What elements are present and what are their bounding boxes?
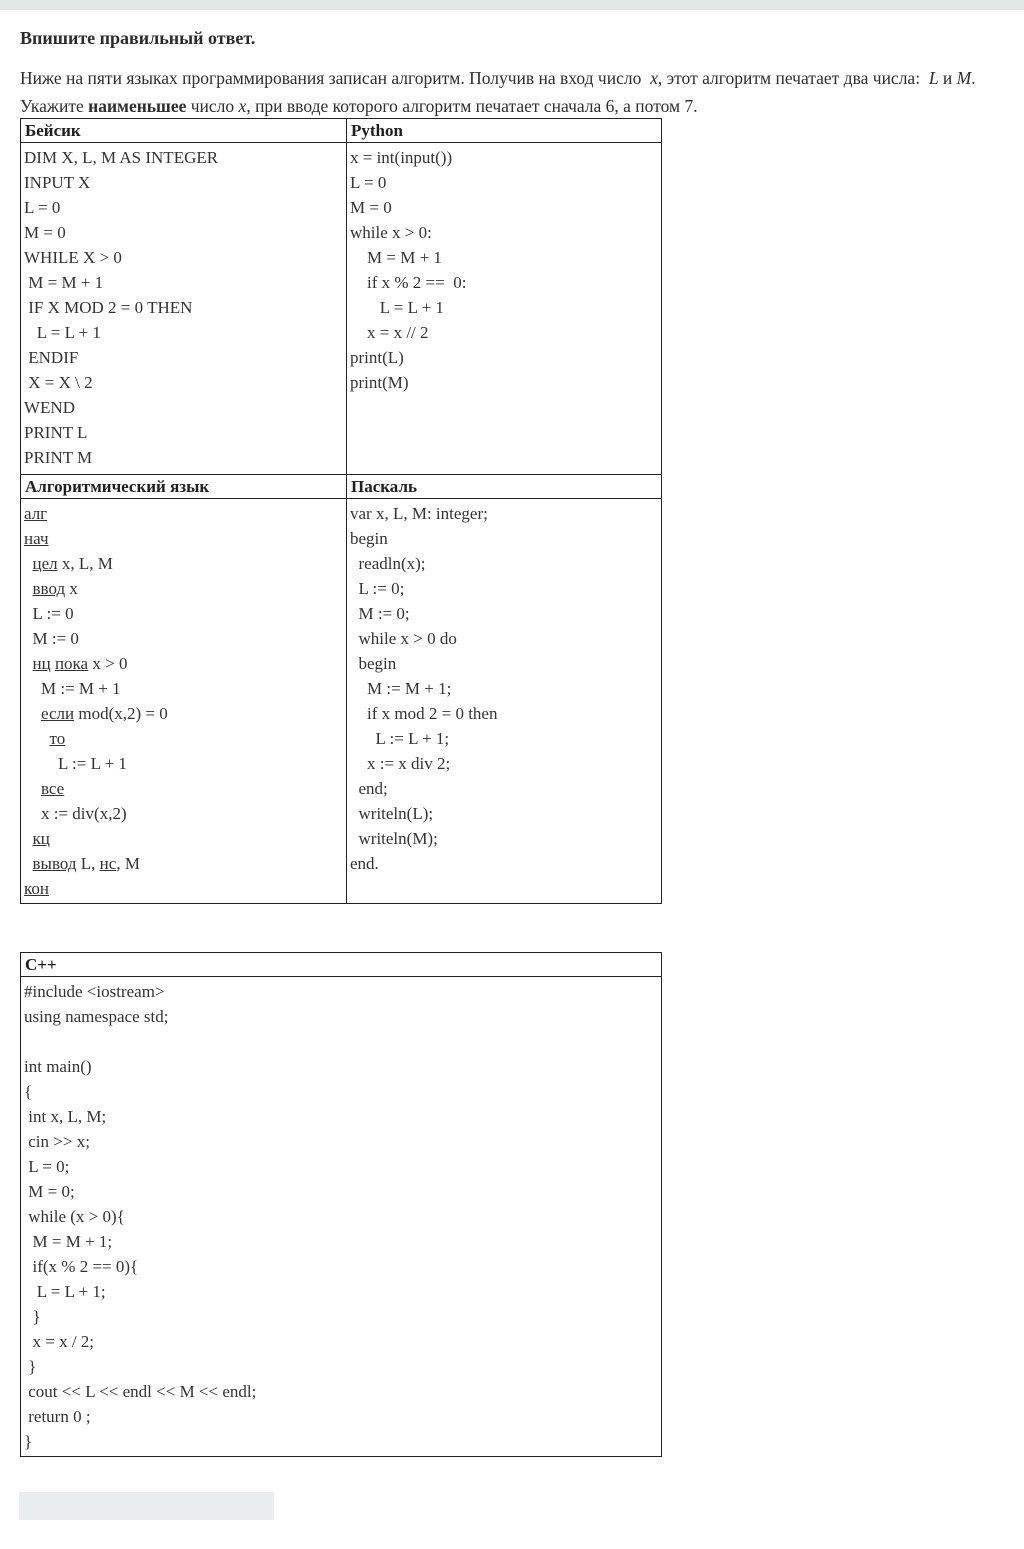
- code-segment: L,: [76, 854, 100, 873]
- code-line: IF X MOD 2 = 0 THEN: [24, 298, 193, 317]
- code-line: [24, 876, 343, 901]
- code-segment: [24, 779, 41, 798]
- code-line: while x > 0:: [350, 223, 432, 242]
- code-line: writeln(L);: [350, 804, 434, 823]
- code-table-cpp: [20, 952, 662, 1457]
- code-line: [24, 826, 343, 851]
- text-segment: наименьшее: [88, 96, 187, 116]
- pascal-code: [347, 499, 662, 904]
- code-segment: [24, 654, 33, 673]
- code-line: begin: [350, 654, 397, 673]
- code-segment: M := M + 1: [24, 679, 121, 698]
- text-segment: , этот алгоритм печатает два числа:: [657, 68, 929, 88]
- code-line: end;: [350, 779, 388, 798]
- code-line: {: [24, 1082, 33, 1101]
- keyword-segment: вывод: [32, 854, 77, 873]
- basic-header-label: Бейсик: [25, 120, 81, 140]
- code-line: M = 0;: [24, 1182, 75, 1201]
- code-line: begin: [350, 529, 388, 548]
- code-line: L = L + 1: [24, 323, 101, 342]
- code-line: [24, 601, 343, 626]
- code-segment: [24, 829, 33, 848]
- code-line: if x mod 2 = 0 then: [350, 704, 498, 723]
- code-line: cout << L << endl << M << endl;: [24, 1382, 257, 1401]
- basic-code: [21, 143, 347, 475]
- code-segment: L := 0: [24, 604, 74, 623]
- code-line: M = M + 1;: [24, 1232, 113, 1251]
- algo-header-label: Алгоритмический язык: [25, 476, 210, 496]
- code-line: ENDIF: [24, 348, 79, 367]
- keyword-segment: алг: [24, 504, 48, 523]
- code-segment: [24, 554, 33, 573]
- code-line: writeln(M);: [350, 829, 438, 848]
- code-line: x = int(input()): [350, 148, 453, 167]
- code-line: [24, 501, 343, 526]
- text-segment: M: [956, 68, 972, 88]
- code-line: [24, 551, 343, 576]
- text-segment: , при вводе которого алгоритм печатает сначала 6, а потом 7.: [246, 96, 698, 116]
- text-segment: Ниже на пяти языках программирования записан алгоритм. Получив на вход число: [20, 68, 651, 88]
- code-line: M := M + 1;: [350, 679, 452, 698]
- keyword-segment: все: [41, 779, 65, 798]
- text-segment: x: [238, 96, 247, 116]
- code-line: L = 0;: [24, 1157, 70, 1176]
- instruction-heading: Впишите правильный ответ.: [20, 28, 256, 48]
- python-header-cell: [347, 119, 662, 143]
- text-segment: и: [938, 68, 957, 88]
- code-line: var x, L, M: integer;: [350, 504, 488, 523]
- code-line: print(L): [350, 348, 404, 367]
- text-segment: x: [650, 68, 658, 88]
- code-line: if(x % 2 == 0){: [24, 1257, 139, 1276]
- code-line: PRINT M: [24, 448, 93, 467]
- code-line: WEND: [24, 398, 75, 417]
- code-line: end.: [350, 854, 379, 873]
- code-line: int x, L, M;: [24, 1107, 107, 1126]
- keyword-segment: если: [41, 704, 75, 723]
- code-line: print(M): [350, 373, 409, 392]
- code-line: DIM X, L, M AS INTEGER: [24, 148, 219, 167]
- code-line: }: [24, 1307, 41, 1326]
- code-line: x = x / 2;: [24, 1332, 95, 1351]
- task-description: [20, 64, 1020, 120]
- keyword-segment: кц: [32, 829, 50, 848]
- code-table-main: [20, 118, 662, 904]
- answer-input[interactable]: [19, 1492, 274, 1520]
- code-line: [24, 751, 343, 776]
- code-segment: x > 0: [88, 654, 128, 673]
- code-segment: x := div(x,2): [24, 804, 127, 823]
- code-line: L = L + 1;: [24, 1282, 106, 1301]
- code-line: INPUT X: [24, 173, 91, 192]
- code-line: [24, 851, 343, 876]
- pascal-header-label: Паскаль: [351, 476, 417, 496]
- basic-header-cell: [21, 119, 347, 143]
- code-line: using namespace std;: [24, 1007, 169, 1026]
- code-segment: [24, 854, 33, 873]
- code-segment: [24, 704, 41, 723]
- code-line: [24, 576, 343, 601]
- code-line: L := L + 1;: [350, 729, 450, 748]
- code-line: [24, 651, 343, 676]
- keyword-segment: кон: [24, 879, 49, 898]
- text-segment: число: [186, 96, 239, 116]
- code-line: [24, 726, 343, 751]
- code-segment: x: [65, 579, 78, 598]
- text-segment: .: [971, 68, 976, 88]
- code-line: L = L + 1: [350, 298, 444, 317]
- code-line: [24, 626, 343, 651]
- code-line: M = M + 1: [24, 273, 104, 292]
- code-line: [24, 676, 343, 701]
- code-line: M = 0: [350, 198, 392, 217]
- code-line: while (x > 0){: [24, 1207, 125, 1226]
- code-line: [24, 701, 343, 726]
- keyword-segment: нц: [32, 654, 51, 673]
- code-line: cin >> x;: [24, 1132, 90, 1151]
- code-line: readln(x);: [350, 554, 426, 573]
- code-segment: [24, 729, 50, 748]
- pascal-header-cell: [347, 475, 662, 499]
- keyword-segment: пока: [54, 654, 89, 673]
- code-line: PRINT L: [24, 423, 88, 442]
- algo-code: [21, 499, 347, 904]
- keyword-segment: нс: [99, 854, 117, 873]
- keyword-segment: ввод: [32, 579, 66, 598]
- code-line: [24, 776, 343, 801]
- code-segment: [24, 579, 33, 598]
- task-description-line-2: [20, 92, 1020, 120]
- code-segment: M := 0: [24, 629, 79, 648]
- python-code: [347, 143, 662, 475]
- code-line: L = 0: [24, 198, 61, 217]
- code-line: }: [24, 1432, 33, 1451]
- code-line: [24, 801, 343, 826]
- code-line: while x > 0 do: [350, 629, 457, 648]
- code-line: WHILE X > 0: [24, 248, 122, 267]
- code-line: x = x // 2: [350, 323, 429, 342]
- code-line: M = M + 1: [350, 248, 442, 267]
- keyword-segment: цел: [32, 554, 58, 573]
- code-line: return 0 ;: [24, 1407, 91, 1426]
- code-line: [24, 526, 343, 551]
- code-segment: L := L + 1: [24, 754, 127, 773]
- algo-header-cell: [21, 475, 347, 499]
- python-header-label: Python: [351, 120, 403, 140]
- code-segment: x, L, M: [57, 554, 113, 573]
- code-line: }: [24, 1357, 37, 1376]
- code-line: L = 0: [350, 173, 387, 192]
- text-segment: Укажите: [20, 96, 89, 116]
- text-segment: L: [928, 68, 939, 88]
- keyword-segment: то: [49, 729, 66, 748]
- code-line: if x % 2 == 0:: [350, 273, 467, 292]
- top-bar: [0, 0, 1024, 10]
- code-line: [24, 1029, 658, 1054]
- code-line: L := 0;: [350, 579, 405, 598]
- cpp-header-cell: [21, 953, 662, 977]
- code-line: M = 0: [24, 223, 66, 242]
- cpp-header-label: C++: [25, 954, 57, 974]
- code-line: #include <iostream>: [24, 982, 165, 1001]
- code-line: x := x div 2;: [350, 754, 451, 773]
- code-line: int main(): [24, 1057, 92, 1076]
- code-segment: mod(x,2) = 0: [74, 704, 168, 723]
- cpp-code: [21, 977, 662, 1457]
- task-description-line-1: [20, 64, 1020, 92]
- keyword-segment: нач: [24, 529, 49, 548]
- code-line: X = X \ 2: [24, 373, 93, 392]
- code-segment: , M: [116, 854, 140, 873]
- code-line: M := 0;: [350, 604, 410, 623]
